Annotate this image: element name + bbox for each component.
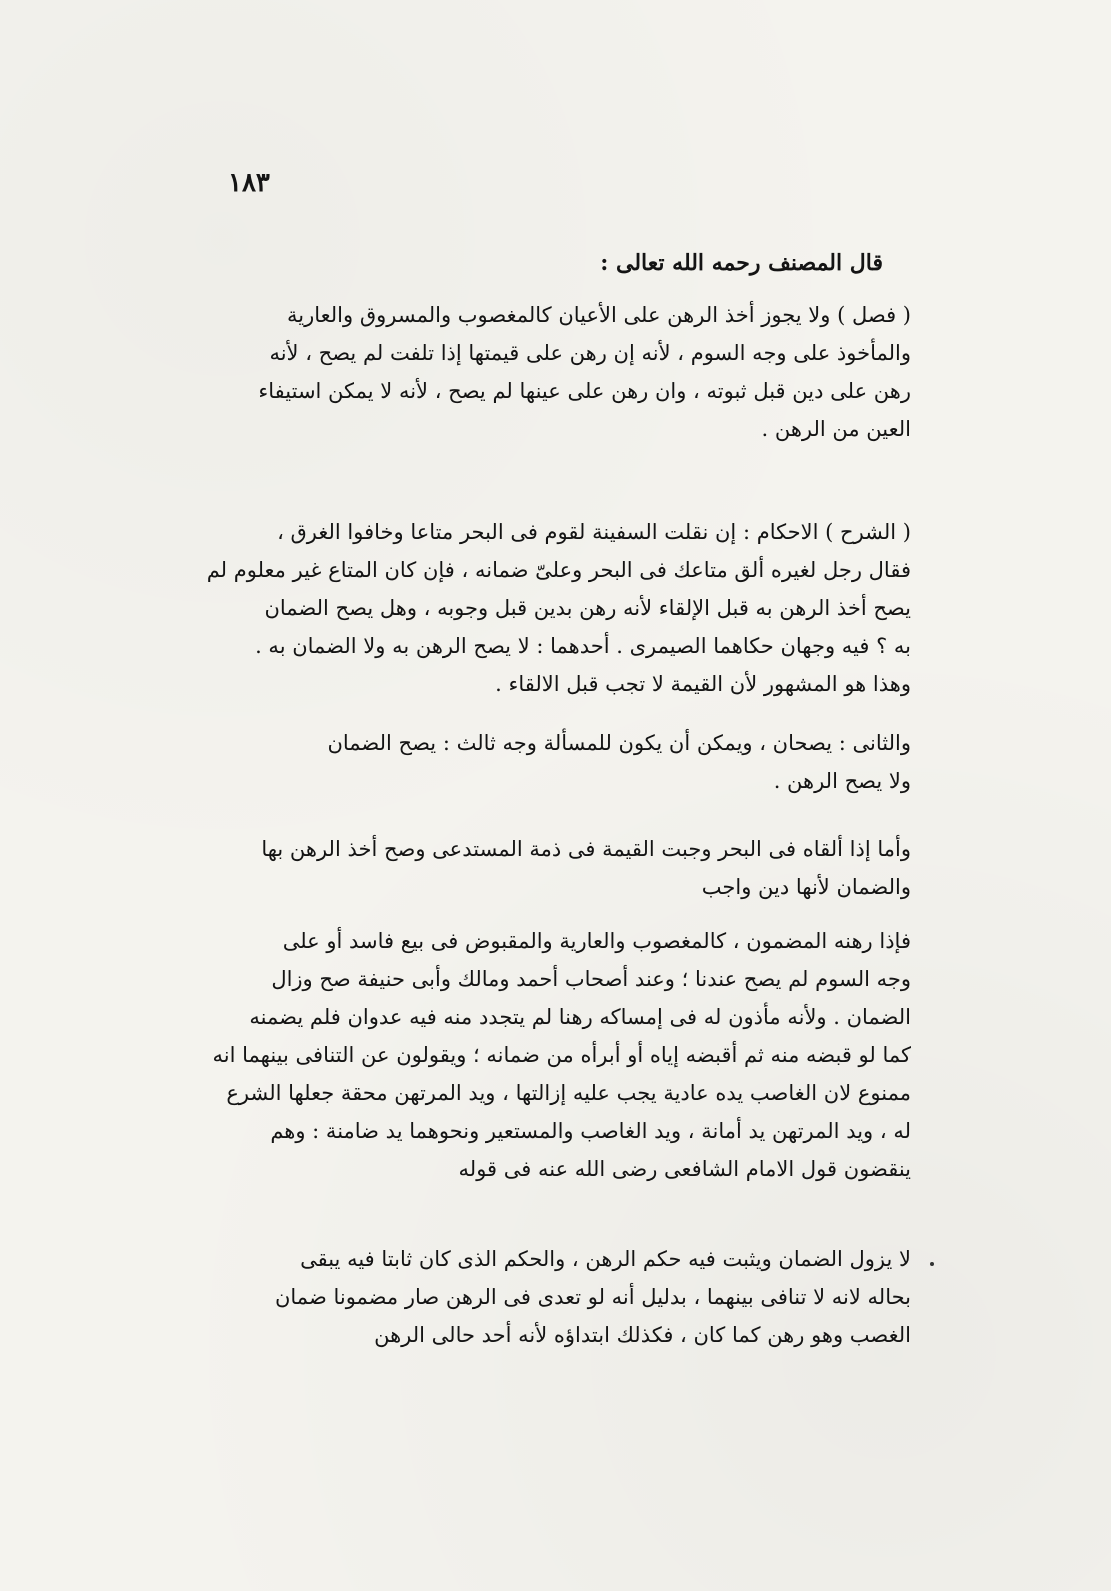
ink-speck	[930, 1262, 934, 1266]
text-line: بحاله لانه لا تنافى بينهما ، بدليل أنه لو تعدى فى الرهن صار مضمونا ضمان	[274, 1285, 911, 1309]
page-number: ١٨٣	[228, 168, 270, 198]
text-line: الضمان . ولأنه مأذون له فى إمساكه رهنا لم يتجدد منه فيه عدوان فلم يضمنه	[249, 1005, 911, 1029]
text-line: كما لو قبضه منه ثم أقبضه إياه أو أبرأه من ضمانه ؛ ويقولون عن التنافى بينهما انه	[212, 1043, 911, 1067]
text-line: وهذا هو المشهور لأن القيمة لا تجب قبل الالقاء .	[495, 672, 911, 696]
text-line: يصح أخذ الرهن به قبل الإلقاء لأنه رهن بدين قبل وجوبه ، وهل يصح الضمان	[264, 596, 911, 620]
text-line: الغصب وهو رهن كما كان ، فكذلك ابتداؤه لأنه أحد حالى الرهن	[374, 1323, 911, 1347]
text-line: لا يزول الضمان ويثبت فيه حكم الرهن ، والحكم الذى كان ثابتا فيه يبقى	[300, 1247, 911, 1271]
text-line: والثانى : يصحان ، ويمكن أن يكون للمسألة وجه ثالث : يصح الضمان	[327, 731, 911, 755]
text-line: وأما إذا ألقاه فى البحر وجبت القيمة فى ذمة المستدعى وصح أخذ الرهن بها	[261, 837, 911, 861]
paragraph-sharh	[196, 513, 911, 703]
text-line: فإذا رهنه المضمون ، كالمغصوب والعارية والمقبوض فى بيع فاسد أو على	[282, 929, 911, 953]
text-line: ( الشرح ) الاحكام : إن نقلت السفينة لقوم فى البحر متاعا وخافوا الغرق ،	[277, 520, 911, 544]
text-line: والمأخوذ على وجه السوم ، لأنه إن رهن على قيمتها إذا تلفت لم يصح ، لأنه	[269, 341, 911, 365]
text-line: والضمان لأنها دين واجب	[701, 875, 911, 899]
text-line: العين من الرهن .	[761, 417, 911, 441]
paragraph-la-yazul	[196, 1240, 911, 1354]
text-line: ولا يصح الرهن .	[773, 769, 911, 793]
paragraph-fa-idha	[196, 922, 911, 1188]
text-line: وجه السوم لم يصح عندنا ؛ وعند أصحاب أحمد ومالك وأبى حنيفة صح وزال	[271, 967, 911, 991]
text-line: رهن على دين قبل ثبوته ، وان رهن على عينها لم يصح ، لأنه لا يمكن استيفاء	[258, 379, 911, 403]
section-heading: قال المصنف رحمه الله تعالى :	[600, 250, 883, 276]
paragraph-fasl	[196, 296, 911, 448]
text-line: ينقضون قول الامام الشافعى رضى الله عنه فى قوله	[458, 1157, 911, 1181]
paragraph-thani	[196, 724, 911, 800]
text-line: ممنوع لان الغاصب يده عادية يجب عليه إزالتها ، ويد المرتهن محقة جعلها الشرع	[226, 1081, 911, 1105]
text-line: به ؟ فيه وجهان حكاهما الصيمرى . أحدهما : لا يصح الرهن به ولا الضمان به .	[255, 634, 911, 658]
paragraph-amma	[196, 830, 911, 906]
text-line: له ، ويد المرتهن يد أمانة ، ويد الغاصب والمستعير ونحوهما يد ضامنة : وهم	[270, 1119, 911, 1143]
text-line: فقال رجل لغيره ألق متاعك فى البحر وعلىّ ضمانه ، فإن كان المتاع غير معلوم لم	[206, 558, 911, 582]
text-line: ( فصل ) ولا يجوز أخذ الرهن على الأعيان كالمغصوب والمسروق والعارية	[287, 303, 911, 327]
